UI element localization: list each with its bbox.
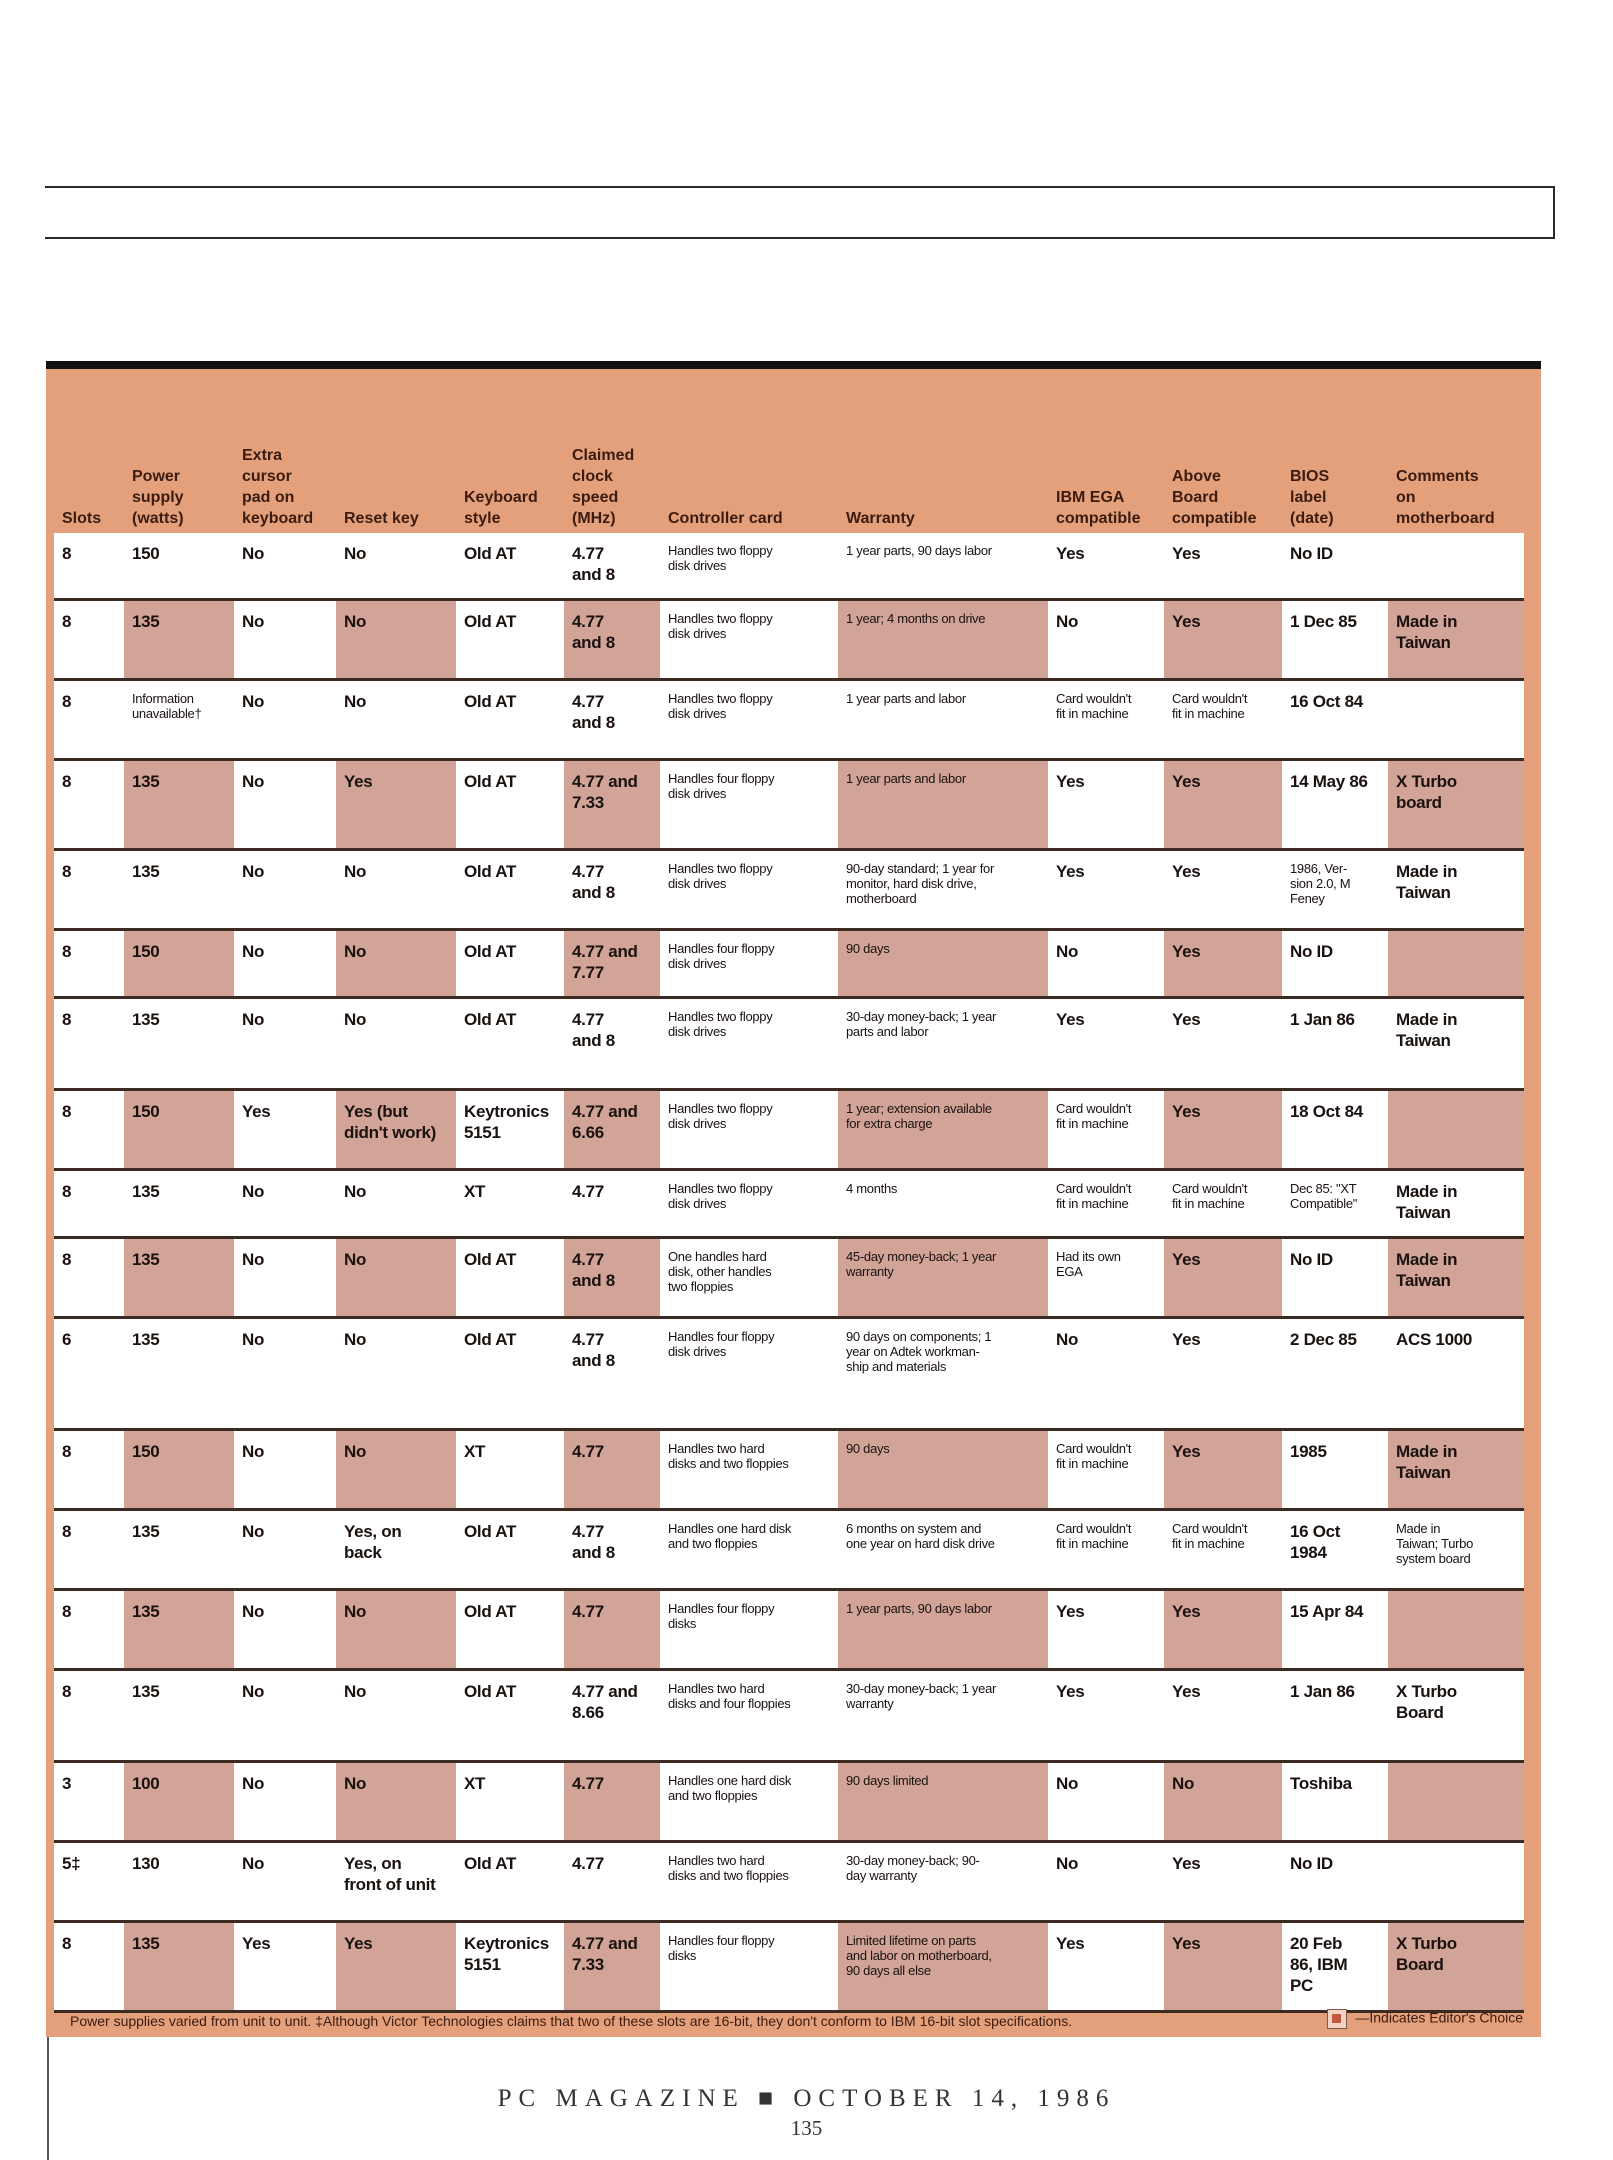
header-slots: Slots xyxy=(62,510,102,527)
cell-power: 135 xyxy=(124,601,234,678)
cell-ega: Yes xyxy=(1056,1010,1085,1029)
cell-warranty: 1 year parts, 90 days labor xyxy=(838,1591,1048,1668)
cell-keyboard: Old AT xyxy=(464,1854,517,1873)
cell-clock: 4.77 and 8 xyxy=(572,1010,615,1050)
cell-controller: Handles four floppy disk drives xyxy=(668,941,775,971)
header-cursor-pad: Extra cursor pad on keyboard xyxy=(242,447,314,527)
cell-bios: 1985 xyxy=(1290,1442,1327,1461)
cell-above: Yes xyxy=(1164,1239,1282,1316)
cell-cursor: No xyxy=(242,1250,265,1269)
top-rule xyxy=(45,186,1555,188)
table-row xyxy=(54,851,1524,931)
cell-comments xyxy=(1388,1591,1524,1668)
cell-keyboard: Old AT xyxy=(464,1010,517,1029)
cell-clock: 4.77 xyxy=(564,1431,660,1508)
cell-above: Yes xyxy=(1164,931,1282,996)
cell-power: 135 xyxy=(132,862,160,881)
cell-ega: Yes xyxy=(1056,772,1085,791)
cell-bios: 16 Oct 84 xyxy=(1290,692,1363,711)
cell-clock: 4.77 xyxy=(572,1854,604,1873)
cell-keyboard: Old AT xyxy=(464,772,517,791)
cell-above: Yes xyxy=(1172,1854,1201,1873)
cell-cursor: No xyxy=(242,772,265,791)
header-reset-key: Reset key xyxy=(344,510,419,527)
cell-above: Yes xyxy=(1172,1010,1201,1029)
cell-keyboard: Old AT xyxy=(464,1250,517,1269)
cell-reset: No xyxy=(336,1431,456,1508)
table-row xyxy=(54,931,1524,999)
table-row xyxy=(54,1591,1524,1671)
cell-keyboard: Keytronics 5151 xyxy=(464,1934,549,1974)
cell-bios: No ID xyxy=(1290,1854,1333,1873)
header-keyboard-style: Keyboard style xyxy=(464,489,538,527)
cell-comments: ACS 1000 xyxy=(1396,1330,1473,1349)
cell-power: 130 xyxy=(132,1854,160,1873)
cell-above: No xyxy=(1164,1763,1282,1840)
cell-controller: Handles two floppy disk drives xyxy=(668,611,773,641)
cell-keyboard: Old AT xyxy=(464,862,517,881)
cell-controller: Handles four floppy disks xyxy=(668,1601,775,1631)
cell-above: Card wouldn't fit in machine xyxy=(1172,1181,1248,1211)
table-row xyxy=(54,1319,1524,1431)
cell-cursor: No xyxy=(242,1182,265,1201)
cell-reset: No xyxy=(344,862,367,881)
cell-slots: 8 xyxy=(62,1602,72,1621)
cell-above: Yes xyxy=(1164,1923,1282,2010)
cell-power: 135 xyxy=(132,1522,160,1541)
cell-controller: Handles two floppy disk drives xyxy=(668,861,773,891)
cell-bios: 14 May 86 xyxy=(1290,772,1368,791)
table-row xyxy=(54,1671,1524,1763)
cell-ega: No xyxy=(1056,942,1079,961)
cell-ega: Yes xyxy=(1056,544,1085,563)
cell-above: Card wouldn't fit in machine xyxy=(1172,1521,1248,1551)
header-comments: Comments on motherboard xyxy=(1396,468,1495,527)
cell-cursor: No xyxy=(242,544,265,563)
cell-cursor: No xyxy=(242,1010,265,1029)
cell-reset: No xyxy=(344,1682,367,1701)
cell-cursor: No xyxy=(242,1854,265,1873)
cell-bios: Dec 85: "XT Compatible" xyxy=(1290,1181,1358,1211)
cell-cursor: Yes xyxy=(242,1102,271,1121)
table-row xyxy=(54,1431,1524,1511)
cell-cursor: No xyxy=(242,862,265,881)
cell-slots: 5‡ xyxy=(62,1854,81,1873)
cell-keyboard: Old AT xyxy=(464,1602,517,1621)
cell-reset: Yes xyxy=(336,761,456,848)
cell-reset: No xyxy=(344,692,367,711)
cell-bios: No ID xyxy=(1290,544,1333,563)
cell-ega: No xyxy=(1056,612,1079,631)
cell-ega: Card wouldn't fit in machine xyxy=(1056,1441,1132,1471)
cell-reset: Yes, on back xyxy=(344,1522,402,1562)
cell-power: 135 xyxy=(132,1682,160,1701)
cell-ega: Card wouldn't fit in machine xyxy=(1056,1101,1132,1131)
table-footnote: Power supplies varied from unit to unit. ‡Although Victor Technologies claims that two of these slots are 16-bit, they don't conform to IBM 16-bit slot specifications. xyxy=(70,2013,1073,2029)
cell-clock: 4.77 and 8 xyxy=(572,692,615,732)
cell-controller: Handles two hard disks and two floppies xyxy=(668,1853,789,1883)
cell-warranty: 6 months on system and one year on hard disk drive xyxy=(846,1521,995,1551)
cell-above: Yes xyxy=(1164,601,1282,678)
header-controller-card: Controller card xyxy=(668,510,783,527)
table-row xyxy=(54,1843,1524,1923)
cell-keyboard: Old AT xyxy=(464,1682,517,1701)
cell-ega: Card wouldn't fit in machine xyxy=(1056,1521,1132,1551)
cell-controller: Handles four floppy disk drives xyxy=(668,771,775,801)
table-row xyxy=(54,1511,1524,1591)
cell-slots: 8 xyxy=(62,1682,72,1701)
cell-cursor: No xyxy=(242,1330,265,1349)
cell-bios: No ID xyxy=(1290,942,1333,961)
cell-power: 135 xyxy=(132,1182,160,1201)
cell-above: Yes xyxy=(1164,1431,1282,1508)
cell-reset: No xyxy=(344,1182,367,1201)
cell-comments: Made in Taiwan xyxy=(1388,601,1524,678)
cell-clock: 4.77 and 8 xyxy=(572,1522,615,1562)
cell-slots: 3 xyxy=(62,1774,72,1793)
cell-warranty: 1 year parts and labor xyxy=(838,761,1048,848)
cell-reset: No xyxy=(344,1010,367,1029)
cell-above: Yes xyxy=(1164,1591,1282,1668)
cell-keyboard: Old AT xyxy=(464,942,517,961)
cell-clock: 4.77 and 8 xyxy=(572,862,615,902)
cell-bios: 15 Apr 84 xyxy=(1290,1602,1364,1621)
cell-clock: 4.77 xyxy=(564,1763,660,1840)
editors-choice-icon xyxy=(1327,2009,1347,2029)
cell-power: 150 xyxy=(132,544,160,563)
cell-slots: 8 xyxy=(62,544,72,563)
cell-above: Yes xyxy=(1172,1682,1201,1701)
cell-warranty: 30-day money-back; 1 year warranty xyxy=(846,1681,997,1711)
cell-above: Yes xyxy=(1164,761,1282,848)
cell-keyboard: XT xyxy=(464,1774,486,1793)
cell-warranty: 30-day money-back; 90- day warranty xyxy=(846,1853,980,1883)
cell-reset: No xyxy=(336,931,456,996)
cell-above: Yes xyxy=(1172,1330,1201,1349)
right-edge-rule xyxy=(1553,186,1555,238)
cell-comments xyxy=(1388,681,1524,758)
cell-keyboard: Old AT xyxy=(464,1522,517,1541)
cell-controller: One handles hard disk, other handles two floppies xyxy=(668,1249,772,1294)
cell-slots: 8 xyxy=(62,942,72,961)
cell-power: 135 xyxy=(132,1010,160,1029)
comparison-table xyxy=(46,361,1541,2037)
second-rule xyxy=(45,237,1555,239)
cell-cursor: No xyxy=(242,1682,265,1701)
table-row xyxy=(54,761,1524,851)
cell-bios: 1 Jan 86 xyxy=(1290,1682,1355,1701)
table-row xyxy=(54,999,1524,1091)
cell-controller: Handles four floppy disks xyxy=(668,1933,775,1963)
cell-clock: 4.77 and 7.77 xyxy=(564,931,660,996)
cell-keyboard: Old AT xyxy=(464,692,517,711)
cell-cursor: No xyxy=(242,612,265,631)
cell-bios: 2 Dec 85 xyxy=(1290,1330,1357,1349)
header-above-board: Above Board compatible xyxy=(1172,468,1257,527)
cell-warranty: 1 year; 4 months on drive xyxy=(838,601,1048,678)
cell-cursor: No xyxy=(242,942,265,961)
cell-slots: 8 xyxy=(62,862,72,881)
cell-slots: 8 xyxy=(62,1442,72,1461)
table-row xyxy=(54,601,1524,681)
cell-reset: Yes xyxy=(336,1923,456,2010)
cell-clock: 4.77 xyxy=(572,1182,604,1201)
table-row xyxy=(54,1763,1524,1843)
table-row xyxy=(54,533,1524,601)
cell-comments xyxy=(1388,931,1524,996)
cell-comments xyxy=(1388,1763,1524,1840)
cell-cursor: No xyxy=(242,692,265,711)
cell-comments xyxy=(1388,1843,1524,1920)
cell-slots: 8 xyxy=(62,1102,72,1121)
cell-cursor: No xyxy=(242,1522,265,1541)
cell-comments: X Turbo Board xyxy=(1396,1682,1457,1722)
cell-clock: 4.77 and 8 xyxy=(564,601,660,678)
cell-above: Yes xyxy=(1172,862,1201,881)
cell-comments: X Turbo Board xyxy=(1388,1923,1524,2010)
page-number: 135 xyxy=(790,2116,823,2140)
cell-warranty: 30-day money-back; 1 year parts and labor xyxy=(846,1009,997,1039)
cell-slots: 8 xyxy=(62,612,72,631)
cell-reset: No xyxy=(336,601,456,678)
cell-slots: 8 xyxy=(62,1010,72,1029)
cell-ega: Yes xyxy=(1056,862,1085,881)
cell-ega: No xyxy=(1056,1854,1079,1873)
cell-ega: Had its own EGA xyxy=(1056,1249,1121,1279)
cell-clock: 4.77 and 7.33 xyxy=(564,761,660,848)
cell-bios: Toshiba xyxy=(1290,1774,1352,1793)
cell-ega: No xyxy=(1056,1774,1079,1793)
cell-bios: 1 Jan 86 xyxy=(1290,1010,1355,1029)
cell-clock: 4.77 and 8 xyxy=(572,1330,615,1370)
cell-warranty: 90-day standard; 1 year for monitor, hard disk drive, motherboard xyxy=(846,861,994,906)
table-header xyxy=(46,369,1541,533)
table-row xyxy=(54,1091,1524,1171)
header-warranty: Warranty xyxy=(846,510,915,527)
cell-power: 135 xyxy=(124,1239,234,1316)
cell-comments: Made in Taiwan; Turbo system board xyxy=(1396,1521,1474,1566)
cell-reset: Yes, on front of unit xyxy=(344,1854,436,1894)
header-power-supply: Power supply (watts) xyxy=(132,468,184,527)
cell-reset: No xyxy=(344,544,367,563)
cell-warranty: 45-day money-back; 1 year warranty xyxy=(838,1239,1048,1316)
cell-power: 100 xyxy=(124,1763,234,1840)
cell-power: 135 xyxy=(132,1330,160,1349)
cell-reset: No xyxy=(336,1591,456,1668)
cell-comments xyxy=(1388,533,1524,598)
cell-reset: No xyxy=(344,1330,367,1349)
cell-bios: 1986, Ver- sion 2.0, M Feney xyxy=(1290,861,1351,906)
cell-warranty: 90 days on components; 1 year on Adtek workman- ship and materials xyxy=(846,1329,992,1374)
cell-warranty: 90 days xyxy=(838,931,1048,996)
cell-clock: 4.77 and 7.33 xyxy=(564,1923,660,2010)
cell-power: 135 xyxy=(124,761,234,848)
cell-slots: 8 xyxy=(62,772,72,791)
cell-bios: No ID xyxy=(1290,1250,1333,1269)
cell-clock: 4.77 and 8.66 xyxy=(572,1682,638,1722)
cell-controller: Handles two hard disks and two floppies xyxy=(668,1441,789,1471)
table-row xyxy=(54,681,1524,761)
cell-controller: Handles two floppy disk drives xyxy=(668,1009,773,1039)
cell-power: 135 xyxy=(124,1923,234,2010)
cell-warranty: Limited lifetime on parts and labor on motherboard, 90 days all else xyxy=(838,1923,1048,2010)
cell-bios: 18 Oct 84 xyxy=(1290,1102,1363,1121)
legend-text: —Indicates Editor's Choice xyxy=(1355,2009,1523,2026)
cell-comments: Made in Taiwan xyxy=(1396,1182,1458,1222)
cell-clock: 4.77 xyxy=(564,1591,660,1668)
table-row xyxy=(54,1239,1524,1319)
header-clock-speed: Claimed clock speed (MHz) xyxy=(572,447,635,527)
cell-ega: Card wouldn't fit in machine xyxy=(1056,691,1132,721)
cell-reset: No xyxy=(336,1763,456,1840)
cell-slots: 8 xyxy=(62,1934,72,1953)
cell-comments xyxy=(1388,1091,1524,1168)
cell-ega: Card wouldn't fit in machine xyxy=(1056,1181,1132,1211)
cell-ega: Yes xyxy=(1056,1682,1085,1701)
cell-bios: 16 Oct 1984 xyxy=(1290,1522,1341,1562)
cell-power: 150 xyxy=(124,1091,234,1168)
cell-cursor: No xyxy=(242,1602,265,1621)
cell-reset: Yes (but didn't work) xyxy=(336,1091,456,1168)
cell-power: Information unavailable† xyxy=(132,691,202,721)
cell-comments: Made in Taiwan xyxy=(1388,1239,1524,1316)
cell-keyboard: Old AT xyxy=(464,612,517,631)
cell-ega: Yes xyxy=(1056,1602,1085,1621)
cell-controller: Handles one hard disk and two floppies xyxy=(668,1773,792,1803)
cell-cursor: No xyxy=(242,1774,265,1793)
cell-slots: 8 xyxy=(62,1522,72,1541)
table-row xyxy=(54,1923,1524,2013)
cell-keyboard: XT xyxy=(464,1442,486,1461)
cell-warranty: 1 year parts and labor xyxy=(846,691,966,706)
cell-warranty: 1 year parts, 90 days labor xyxy=(846,543,992,558)
table-row xyxy=(54,1171,1524,1239)
cell-comments: Made in Taiwan xyxy=(1388,1431,1524,1508)
cell-slots: 8 xyxy=(62,1250,72,1269)
cell-keyboard: Old AT xyxy=(464,1330,517,1349)
cell-slots: 8 xyxy=(62,692,72,711)
cell-warranty: 4 months xyxy=(846,1181,898,1196)
cell-controller: Handles two floppy disk drives xyxy=(668,543,773,573)
cell-comments: X Turbo board xyxy=(1388,761,1524,848)
cell-above: Card wouldn't fit in machine xyxy=(1172,691,1248,721)
cell-slots: 8 xyxy=(62,1182,72,1201)
cell-clock: 4.77 and 8 xyxy=(572,544,615,584)
cell-controller: Handles two floppy disk drives xyxy=(668,1181,773,1211)
cell-keyboard: Keytronics 5151 xyxy=(464,1102,549,1142)
cell-slots: 6 xyxy=(62,1330,72,1349)
cell-controller: Handles four floppy disk drives xyxy=(668,1329,775,1359)
cell-above: Yes xyxy=(1172,544,1201,563)
cell-keyboard: XT xyxy=(464,1182,486,1201)
cell-comments: Made in Taiwan xyxy=(1396,1010,1458,1050)
cell-warranty: 1 year; extension available for extra charge xyxy=(838,1091,1048,1168)
cell-controller: Handles two hard disks and four floppies xyxy=(668,1681,791,1711)
cell-cursor: No xyxy=(242,1442,265,1461)
cell-above: Yes xyxy=(1164,1091,1282,1168)
editors-choice-legend xyxy=(1327,2009,1523,2029)
cell-power: 135 xyxy=(124,1591,234,1668)
cell-bios: 20 Feb 86, IBM PC xyxy=(1290,1934,1348,1995)
header-bios: BIOS label (date) xyxy=(1290,468,1334,527)
cell-power: 150 xyxy=(124,931,234,996)
cell-ega: No xyxy=(1056,1330,1079,1349)
cell-power: 150 xyxy=(124,1431,234,1508)
cell-bios: 1 Dec 85 xyxy=(1290,612,1357,631)
cell-warranty: 90 days limited xyxy=(838,1763,1048,1840)
cell-controller: Handles two floppy disk drives xyxy=(668,1101,773,1131)
cell-warranty: 90 days xyxy=(838,1431,1048,1508)
cell-controller: Handles two floppy disk drives xyxy=(668,691,773,721)
cell-clock: 4.77 and 6.66 xyxy=(564,1091,660,1168)
header-ega: IBM EGA compatible xyxy=(1056,489,1141,527)
cell-ega: Yes xyxy=(1056,1934,1085,1953)
cell-reset: No xyxy=(336,1239,456,1316)
cell-keyboard: Old AT xyxy=(464,544,517,563)
cell-clock: 4.77 and 8 xyxy=(564,1239,660,1316)
cell-cursor: Yes xyxy=(242,1934,271,1953)
cell-controller: Handles one hard disk and two floppies xyxy=(668,1521,792,1551)
cell-comments: Made in Taiwan xyxy=(1396,862,1458,902)
page-masthead: PC MAGAZINE ■ OCTOBER 14, 1986 xyxy=(497,2085,1116,2112)
